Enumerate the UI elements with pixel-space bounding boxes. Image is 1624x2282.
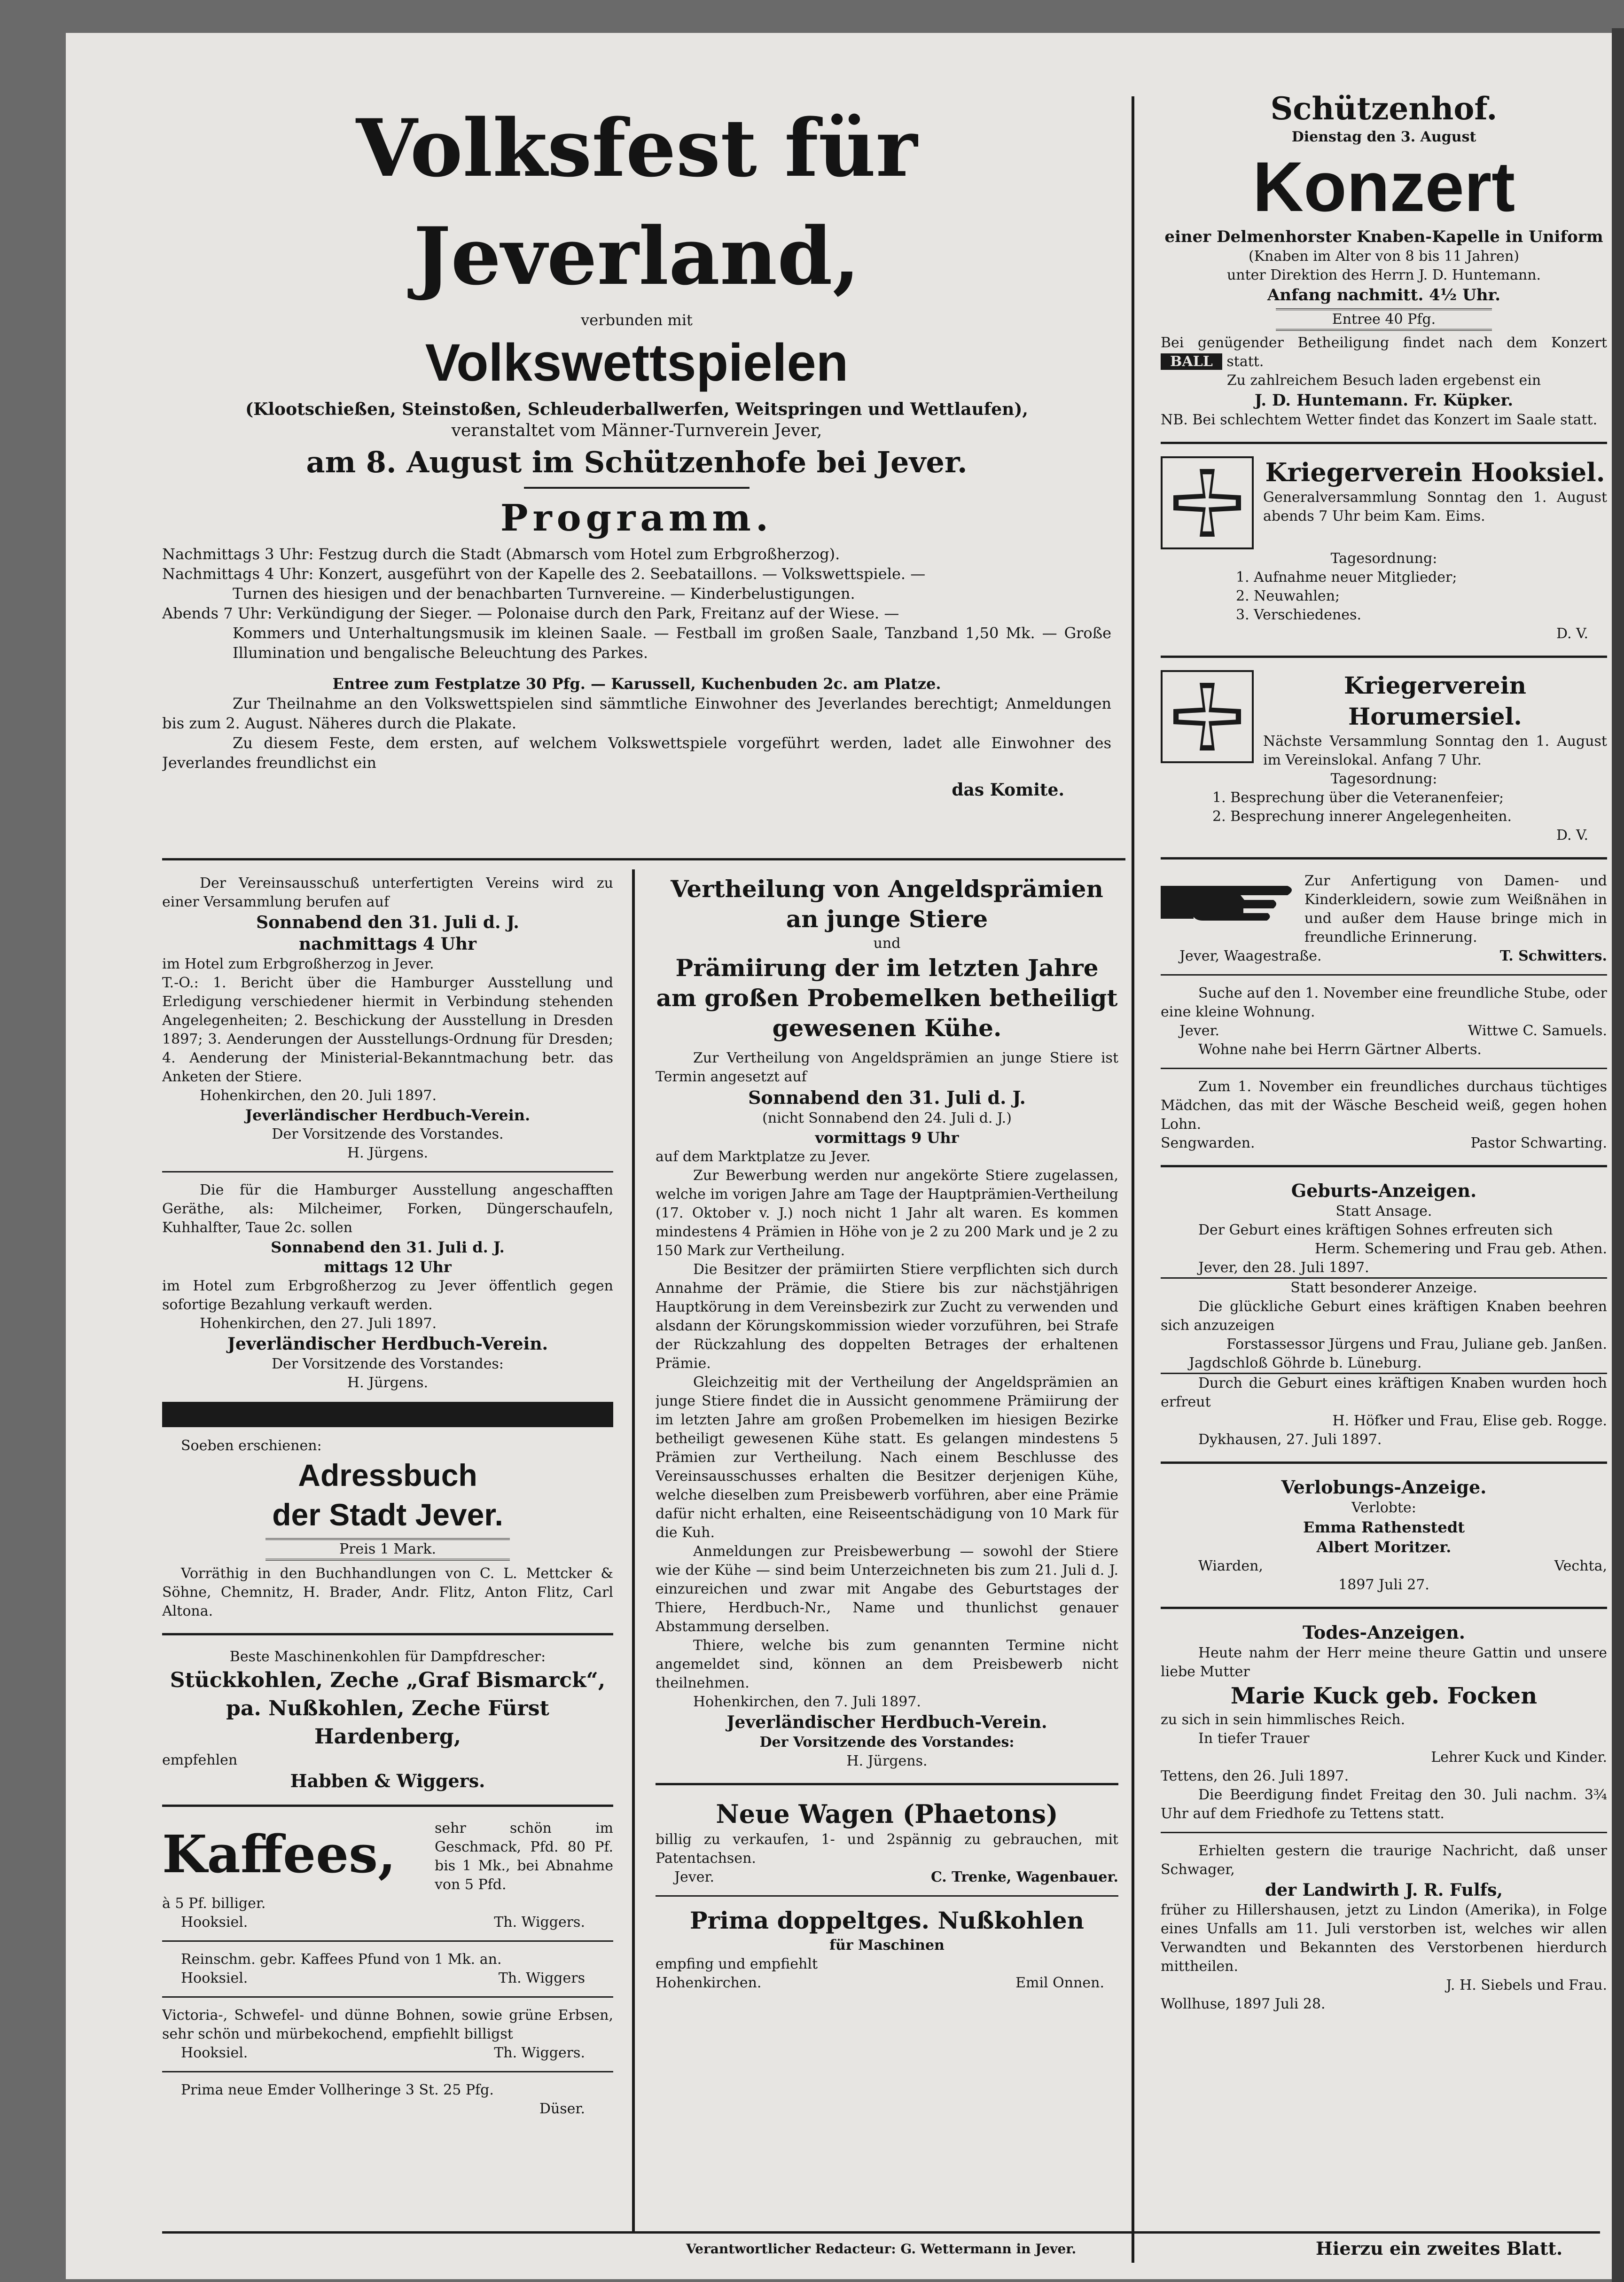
divider bbox=[162, 1940, 613, 1942]
wagen-sig: C. Trenke, Wagenbauer. bbox=[930, 1869, 1118, 1885]
kohlen-line1: Stückkohlen, Zeche „Graf Bismarck“, bbox=[170, 1668, 606, 1692]
column-rule-middle bbox=[632, 869, 635, 2232]
festival-sub1: verbunden mit bbox=[581, 311, 693, 329]
verlobung-date: 1897 Juli 27. bbox=[1338, 1577, 1429, 1593]
divider bbox=[1161, 1832, 1607, 1833]
festival-games: (Klootschießen, Steinstoßen, Schleuderballwerfen, Weitspringen und Wettlaufen), bbox=[245, 399, 1028, 419]
kaffees-side: sehr schön im Geschmack, Pfd. 80 Pf. bis 1 Mk., bei Abnahme von 5 Pfd. bbox=[435, 1820, 613, 1893]
maedchen-place: Sengwarden. bbox=[1161, 1135, 1255, 1151]
divider bbox=[1161, 656, 1607, 658]
krieger1-agenda-3: 3. Verschiedenes. bbox=[1236, 607, 1361, 623]
geburt-a3-place: Dykhausen, 27. Juli 1897. bbox=[1198, 1431, 1382, 1448]
geburt-a2-place: Jagdschloß Göhrde b. Lüneburg. bbox=[1189, 1355, 1422, 1371]
kaffees-ad3-sig: Th. Wiggers. bbox=[494, 2045, 585, 2061]
tod-a1-c: In tiefer Trauer bbox=[1198, 1730, 1310, 1747]
praemien-p5: Anmeldungen zur Preisbewerbung — sowohl der Stiere wie der Kühe — sind beim Unterzeichneten bis zum 21. Juli d. J. einzureichen und zwar mit Angabe des Geburtstages der Thiere, Herdbuch-Nr., Name und thunlichst genauer Abstammung derselben. bbox=[656, 1543, 1118, 1635]
auction-dateline: Hohenkirchen, den 27. Juli 1897. bbox=[200, 1315, 437, 1332]
auction-board: Der Vorsitzende des Vorstandes: bbox=[272, 1356, 504, 1372]
footer-editor: Verantwortlicher Redacteur: G. Wettermann in Jever. bbox=[686, 2241, 1077, 2257]
wohnung-note: Wohne nahe bei Herrn Gärtner Alberts. bbox=[1198, 1041, 1482, 1058]
tod-a1: Heute nahm der Herr meine theure Gattin und unsere liebe Mutter bbox=[1161, 1645, 1607, 1680]
konzert-ball-line bbox=[1161, 334, 1607, 371]
geburt-a3-names: H. Höfker und Frau, Elise geb. Rogge. bbox=[1332, 1413, 1607, 1429]
herdbuch-org: Jeverländischer Herdbuch-Verein. bbox=[245, 1106, 531, 1124]
tod-a1-name: Marie Kuck geb. Focken bbox=[1230, 1683, 1538, 1709]
konzert-sig: J. D. Huntemann. Fr. Küpker. bbox=[1254, 391, 1514, 410]
konzert-title: Konzert bbox=[1252, 147, 1515, 226]
geburt-a1-head: Statt Ansage. bbox=[1335, 1203, 1432, 1219]
divider bbox=[162, 1171, 613, 1172]
adressbuch-price: Preis 1 Mark. bbox=[265, 1538, 510, 1561]
krieger1-text: Generalversammlung Sonntag den 1. August abends 7 Uhr beim Kam. Eims. bbox=[1263, 489, 1607, 524]
page-edge-shadow bbox=[1612, 28, 1624, 2282]
kaffees-ad3: Victoria-, Schwefel- und dünne Bohnen, sowie grüne Erbsen, sehr schön und mürbekochend, empfiehlt billigst bbox=[162, 2007, 613, 2042]
geburt-a2-names: Forstassessor Jürgens und Frau, Juliane geb. Janßen. bbox=[1226, 1336, 1607, 1352]
schneiderin-text: Zur Anfertigung von Damen- und Kinderkleidern, sowie zum Weißnähen in und außer dem Hause bringe mich in freundliche Erinnerung. bbox=[1304, 873, 1607, 946]
festival-signature: das Komite. bbox=[952, 780, 1064, 800]
festival-title: Volksfest für Jeverland, bbox=[356, 102, 918, 303]
herdbuch-board: Der Vorsitzende des Vorstandes. bbox=[272, 1126, 504, 1142]
konzert-start: Anfang nachmitt. 4½ Uhr. bbox=[1267, 286, 1501, 305]
divider bbox=[162, 1805, 613, 1807]
herdbuch-name: H. Jürgens. bbox=[347, 1145, 429, 1161]
konzert-ball: BALL bbox=[1161, 353, 1222, 370]
wagen-text: billig zu verkaufen, 1- und 2spännig zu gebrauchen, mit Patentachsen. bbox=[656, 1831, 1118, 1867]
tod-a2: Erhielten gestern die traurige Nachricht, daß unser Schwager, bbox=[1161, 1843, 1607, 1878]
kaffees-ad2-sig: Th. Wiggers bbox=[498, 1970, 585, 1986]
geburt-a1-place: Jever, den 28. Juli 1897. bbox=[1198, 1259, 1369, 1276]
festival-entry: Entree zum Festplatze 30 Pfg. — Karussell, Kuchenbuden 2c. am Platze. bbox=[332, 675, 941, 693]
herdbuch-agenda: T.-O.: 1. Bericht über die Hamburger Ausstellung und Erledigung verschiedener hiermit in Verbindung stehenden Angelegenheiten; 2. Beschickung der Ausstellung in Dresden 1897; 3. Aenderungen der Ausstellungs-Ordnung für Dresden; 4. Aenderung der Ministerial-Bekanntmachung betr. das Anketen der Stiere. bbox=[162, 975, 613, 1085]
program-title: Programm. bbox=[500, 497, 773, 539]
konzert-direction: unter Direktion des Herrn J. D. Huntemann. bbox=[1226, 267, 1541, 283]
auction-name: H. Jürgens. bbox=[347, 1375, 429, 1391]
konzert-entry: Entree 40 Pfg. bbox=[1276, 308, 1492, 331]
geburt-a1-names: Herm. Schemering und Frau geb. Athen. bbox=[1314, 1241, 1607, 1257]
black-separator-bar bbox=[162, 1402, 613, 1427]
divider bbox=[1161, 1165, 1607, 1167]
auction-text2: im Hotel zum Erbgroßherzog zu Jever öffentlich gegen sofortige Bezahlung verkauft werden. bbox=[162, 1278, 613, 1313]
praemien-title1: Vertheilung von Angeldsprämien bbox=[671, 875, 1103, 903]
kaffees-ad2-place: Hooksiel. bbox=[181, 1970, 248, 1986]
kohlen-rec: empfehlen bbox=[162, 1752, 238, 1768]
tod-a2-place: Wollhuse, 1897 Juli 28. bbox=[1161, 1996, 1326, 2012]
praemien-p1: Zur Vertheilung von Angeldsprämien an junge Stiere ist Termin angesetzt auf bbox=[656, 1050, 1118, 1085]
krieger2-agenda-title: Tagesordnung: bbox=[1330, 771, 1437, 787]
tod-a1-b: zu sich in sein himmlisches Reich. bbox=[1161, 1712, 1405, 1728]
herdbuch-place: im Hotel zum Erbgroßherzog in Jever. bbox=[162, 956, 434, 972]
kaffees-ad bbox=[162, 1819, 613, 1894]
verlobung-label: Verlobte: bbox=[1351, 1500, 1416, 1516]
program-line-1: Nachmittags 3 Uhr: Festzug durch die Stadt (Abmarsch vom Hotel zum Erbgroßherzog). bbox=[162, 545, 840, 563]
praemien-title2: an junge Stiere bbox=[786, 905, 988, 933]
praemien-title5: gewesenen Kühe. bbox=[772, 1014, 1002, 1042]
konzert-invite: Zu zahlreichem Besuch laden ergebenst ein bbox=[1226, 372, 1541, 389]
geburt-a2: Die glückliche Geburt eines kräftigen Knaben beehren sich anzuzeigen bbox=[1161, 1298, 1607, 1334]
auction-date: Sonnabend den 31. Juli d. J. bbox=[271, 1238, 505, 1256]
iron-cross-icon bbox=[1161, 456, 1254, 549]
tod-a1-d: Die Beerdigung findet Freitag den 30. Juli nachm. 3¾ Uhr auf dem Friedhofe zu Tettens statt. bbox=[1161, 1787, 1607, 1822]
schneiderin-sig: T. Schwitters. bbox=[1499, 948, 1607, 964]
left-column bbox=[162, 874, 613, 2227]
adressbuch-text: Vorräthig in den Buchhandlungen von C. L. Mettcker & Söhne, Chemnitz, H. Brader, Andr. Flitz, Anton Flitz, Carl Altona. bbox=[162, 1565, 613, 1619]
praemien-time: vormittags 9 Uhr bbox=[815, 1129, 959, 1147]
right-column bbox=[1161, 89, 1607, 2204]
divider bbox=[162, 2071, 613, 2072]
verlobung-heading: Verlobungs-Anzeige. bbox=[1281, 1477, 1487, 1498]
praemien-name: H. Jürgens. bbox=[846, 1753, 928, 1769]
festival-subtitle: Volkswettspielen bbox=[425, 333, 849, 392]
divider bbox=[162, 1633, 613, 1635]
konzert-date: Dienstag den 3. August bbox=[1291, 129, 1476, 145]
festival-note2: Zu diesem Feste, dem ersten, auf welchem Volkswettspiele vorgeführt werden, ladet alle Einwohner des Jeverlandes freundlichst ein bbox=[162, 734, 1111, 772]
tod-a2-sig: J. H. Siebels und Frau. bbox=[1446, 1977, 1607, 1993]
festival-note1: Zur Theilnahme an den Volkswettspielen sind sämmtliche Einwohner des Jeverlandes berechtigt; Anmeldungen bis zum 2. August. Näheres durch die Plakate. bbox=[162, 695, 1111, 732]
tod-a1-place: Tettens, den 26. Juli 1897. bbox=[1161, 1768, 1349, 1784]
nusskohlen-place: Hohenkirchen. bbox=[656, 1975, 762, 1991]
praemien-date: Sonnabend den 31. Juli d. J. bbox=[748, 1087, 1026, 1108]
nusskohlen-sub: für Maschinen bbox=[829, 1937, 945, 1954]
konzert-age: (Knaben im Alter von 8 bis 11 Jahren) bbox=[1249, 248, 1519, 265]
herdbuch-intro: Der Vereinsausschuß unterfertigten Vereins wird zu einer Versammlung berufen auf bbox=[162, 875, 613, 910]
tod-a1-sig: Lehrer Kuck und Kinder. bbox=[1431, 1749, 1607, 1766]
festival-announcement bbox=[162, 94, 1111, 855]
divider bbox=[1161, 1461, 1607, 1464]
praemien-org: Jeverländischer Herdbuch-Verein. bbox=[726, 1712, 1047, 1732]
auction-org: Jeverländischer Herdbuch-Verein. bbox=[227, 1334, 548, 1354]
divider bbox=[656, 1783, 1118, 1785]
wagen-place: Jever. bbox=[674, 1869, 715, 1885]
praemien-title3: Prämiirung der im letzten Jahre bbox=[675, 954, 1099, 982]
krieger2-title: Kriegerverein Horumersiel. bbox=[1343, 672, 1527, 730]
geburt-heading: Geburts-Anzeigen. bbox=[1291, 1180, 1477, 1201]
schneiderin-place: Jever, Waagestraße. bbox=[1179, 948, 1322, 964]
praemien-place: auf dem Marktplatze zu Jever. bbox=[656, 1149, 871, 1165]
maedchen-text: Zum 1. November ein freundliches durchaus tüchtiges Mädchen, das mit der Wäsche Bescheid weiß, gegen hohen Lohn. bbox=[1161, 1078, 1607, 1133]
herdbuch-date: Sonnabend den 31. Juli d. J. bbox=[256, 913, 519, 932]
konzert-nb: NB. Bei schlechtem Wetter findet das Konzert im Saale statt. bbox=[1161, 412, 1598, 428]
pointing-hand-icon bbox=[1161, 872, 1297, 930]
geburt-a1: Der Geburt eines kräftigen Sohnes erfreuten sich bbox=[1198, 1222, 1553, 1238]
praemien-board: Der Vorsitzende des Vorstandes: bbox=[759, 1734, 1015, 1751]
kohlen-intro: Beste Maschinenkohlen für Dampfdrescher: bbox=[229, 1649, 546, 1665]
krieger2-sig: D. V. bbox=[1556, 827, 1588, 844]
footer-rule bbox=[162, 2231, 1600, 2234]
divider bbox=[162, 1996, 613, 1998]
krieger2-text: Nächste Versammlung Sonntag den 1. August im Vereinslokal. Anfang 7 Uhr. bbox=[1263, 733, 1607, 768]
divider bbox=[1161, 442, 1607, 444]
krieger1-agenda-title: Tagesordnung: bbox=[1330, 550, 1437, 567]
geburt-a3: Durch die Geburt eines kräftigen Knaben wurden hoch erfreut bbox=[1161, 1373, 1607, 1412]
divider bbox=[1161, 1607, 1607, 1609]
banner-bottom-rule bbox=[162, 858, 1125, 860]
praemien-p4: Gleichzeitig mit der Vertheilung der Angeldsprämien an junge Stiere findet die in Aussicht genommene Prämiirung der im letzten Jahre am großen Probemelken im hiesigen Bezirke betheiligt gewesenen Kühe statt. Es gelangen mindestens 5 Prämien zur Vertheilung. Nach einem Beschlusse des Vereinsausschusses erhalten die Besitzer derjenigen Kühe, welche dieselben zum Preisbewerb vorführen, aber eine Prämie dafür nicht erhalten, eine Reiseentschädigung von 10 Mark für die Kuh. bbox=[656, 1374, 1118, 1541]
kaffees-cont: à 5 Pf. billiger. bbox=[162, 1895, 266, 1912]
wohnung-text: Suche auf den 1. November eine freundliche Stube, oder eine kleine Wohnung. bbox=[1161, 985, 1607, 1020]
divider bbox=[656, 1895, 1118, 1897]
divider bbox=[1161, 974, 1607, 976]
krieger1-agenda-2: 2. Neuwahlen; bbox=[1236, 588, 1340, 604]
adressbuch-title1: Adressbuch bbox=[298, 1458, 477, 1493]
kaffees-sig: Th. Wiggers. bbox=[494, 1914, 585, 1930]
nusskohlen-text: empfing und empfiehlt bbox=[656, 1956, 818, 1972]
herdbuch-dateline: Hohenkirchen, den 20. Juli 1897. bbox=[200, 1087, 437, 1104]
verlobung-groom: Albert Moritzer. bbox=[1316, 1538, 1452, 1556]
nusskohlen-title: Prima doppeltges. Nußkohlen bbox=[689, 1907, 1085, 1934]
krieger1-title: Kriegerverein Hooksiel. bbox=[1265, 457, 1605, 487]
festival-date: am 8. August im Schützenhofe bei Jever. bbox=[306, 445, 968, 479]
konzert-ball-post: statt. bbox=[1226, 353, 1264, 370]
verlobung-place-l: Wiarden, bbox=[1198, 1558, 1263, 1574]
krieger1-ad bbox=[1161, 456, 1607, 549]
krieger2-agenda-2: 2. Besprechung innerer Angelegenheiten. bbox=[1212, 808, 1512, 825]
adressbuch-intro: Soeben erschienen: bbox=[181, 1438, 322, 1454]
program-line-4: Abends 7 Uhr: Verkündigung der Sieger. — Polonaise durch den Park, Freitanz auf der Wiese. — bbox=[162, 604, 899, 622]
kohlen-firm: Habben & Wiggers. bbox=[290, 1770, 485, 1791]
krieger2-agenda-1: 1. Besprechung über die Veteranenfeier; bbox=[1212, 789, 1504, 806]
verlobung-place-r: Vechta, bbox=[1554, 1558, 1607, 1574]
footer-supplement: Hierzu ein zweites Blatt. bbox=[1316, 2238, 1563, 2259]
kaffees-title: Kaffees, bbox=[162, 1824, 396, 1884]
krieger1-sig: D. V. bbox=[1556, 625, 1588, 642]
praemien-p2: Zur Bewerbung werden nur angekörte Stiere zugelassen, welche im vorigen Jahre am Tage der Hauptprämien-Vertheilung (17. Oktober v. J.) noch nicht 1 Jahr alt waren. Es kommen mindestens 4 Prämien in Höhe von je 2 zu 200 Mark und je 2 zu 150 Mark zur Vertheilung. bbox=[656, 1167, 1118, 1259]
tod-heading: Todes-Anzeigen. bbox=[1302, 1622, 1466, 1643]
kohlen-line2: pa. Nußkohlen, Zeche Fürst Hardenberg, bbox=[226, 1696, 549, 1749]
middle-column bbox=[656, 874, 1118, 2209]
praemien-und: und bbox=[873, 935, 901, 952]
kaffees-ad2: Reinschm. gebr. Kaffees Pfund von 1 Mk. an. bbox=[181, 1951, 502, 1968]
column-rule-right bbox=[1132, 96, 1134, 2263]
iron-cross-icon bbox=[1161, 670, 1254, 763]
praemien-date-note: (nicht Sonnabend den 24. Juli d. J.) bbox=[762, 1110, 1012, 1126]
kaffees-ad4-sig: Düser. bbox=[539, 2101, 585, 2117]
geburt-a2-head: Statt besonderer Anzeige. bbox=[1161, 1277, 1607, 1297]
nusskohlen-sig: Emil Onnen. bbox=[1015, 1975, 1104, 1991]
verlobung-bride: Emma Rathenstedt bbox=[1303, 1518, 1465, 1536]
adressbuch-title2: der Stadt Jever. bbox=[272, 1497, 503, 1532]
maedchen-sig: Pastor Schwarting. bbox=[1470, 1135, 1607, 1151]
praemien-dateline: Hohenkirchen, den 7. Juli 1897. bbox=[693, 1694, 921, 1710]
kaffees-place: Hooksiel. bbox=[181, 1914, 248, 1930]
wohnung-place: Jever. bbox=[1179, 1023, 1220, 1039]
praemien-p6: Thiere, welche bis zum genannten Termine nicht angemeldet sind, können an dem Preisbewerb nicht theilnehmen. bbox=[656, 1637, 1118, 1691]
program-line-3: Turnen des hiesigen und der benachbarten Turnvereine. — Kinderbelustigungen. bbox=[233, 585, 855, 602]
praemien-title4: am großen Probemelken betheiligt bbox=[656, 984, 1118, 1012]
wohnung-sig: Wittwe C. Samuels. bbox=[1468, 1023, 1607, 1039]
herdbuch-time: nachmittags 4 Uhr bbox=[298, 934, 477, 954]
praemien-p3: Die Besitzer der prämiirten Stiere verpflichten sich durch Annahme der Prämie, die Stiere bis zur nächstjährigen Hauptkörung in dem Vereinsbezirk zur Zucht zu verwenden und alsdann der Körungskommission wieder vorzuführen, bei Strafe der Rückzahlung des doppelten Betrages der erhaltenen Prämie. bbox=[656, 1261, 1118, 1372]
konzert-ball-pre: Bei genügender Betheiligung findet nach dem Konzert bbox=[1161, 335, 1607, 351]
program-line-5: Kommers und Unterhaltungsmusik im kleinen Saale. — Festball im großen Saale, Tanzband 1,50 Mk. — Große Illumination und bengalische Beleuchtung des Parkes. bbox=[233, 624, 1111, 662]
konzert-venue: Schützenhof. bbox=[1270, 90, 1498, 127]
krieger1-agenda-1: 1. Aufnahme neuer Mitglieder; bbox=[1236, 569, 1457, 586]
festival-organizer: veranstaltet vom Männer-Turnverein Jever, bbox=[451, 421, 822, 440]
program-line-2: Nachmittags 4 Uhr: Konzert, ausgeführt von der Kapelle des 2. Seebataillons. — Volkswettspiele. — bbox=[162, 565, 926, 583]
divider bbox=[1161, 1068, 1607, 1069]
tod-a2-b: früher zu Hillershausen, jetzt zu Lindon (Amerika), in Folge eines Unfalls am 11. Juli verstorben ist, welches wir allen Verwandten und Bekannten des Verstorbenen hierdurch mittheilen. bbox=[1161, 1902, 1607, 1975]
wagen-title: Neue Wagen (Phaetons) bbox=[716, 1799, 1058, 1829]
krieger2-ad bbox=[1161, 670, 1607, 770]
divider bbox=[1161, 857, 1607, 860]
auction-text: Die für die Hamburger Ausstellung angeschafften Geräthe, als: Milcheimer, Forken, Düngerschaufeln, Kuhhalfter, Taue 2c. sollen bbox=[162, 1182, 613, 1236]
konzert-band: einer Delmenhorster Knaben-Kapelle in Uniform bbox=[1164, 227, 1603, 246]
auction-time: mittags 12 Uhr bbox=[324, 1258, 452, 1276]
schneiderin-ad bbox=[1161, 872, 1607, 947]
kaffees-ad3-place: Hooksiel. bbox=[181, 2045, 248, 2061]
tod-a2-name: der Landwirth J. R. Fulfs, bbox=[1265, 1880, 1503, 1900]
kaffees-ad4: Prima neue Emder Vollheringe 3 St. 25 Pfg. bbox=[181, 2082, 494, 2098]
